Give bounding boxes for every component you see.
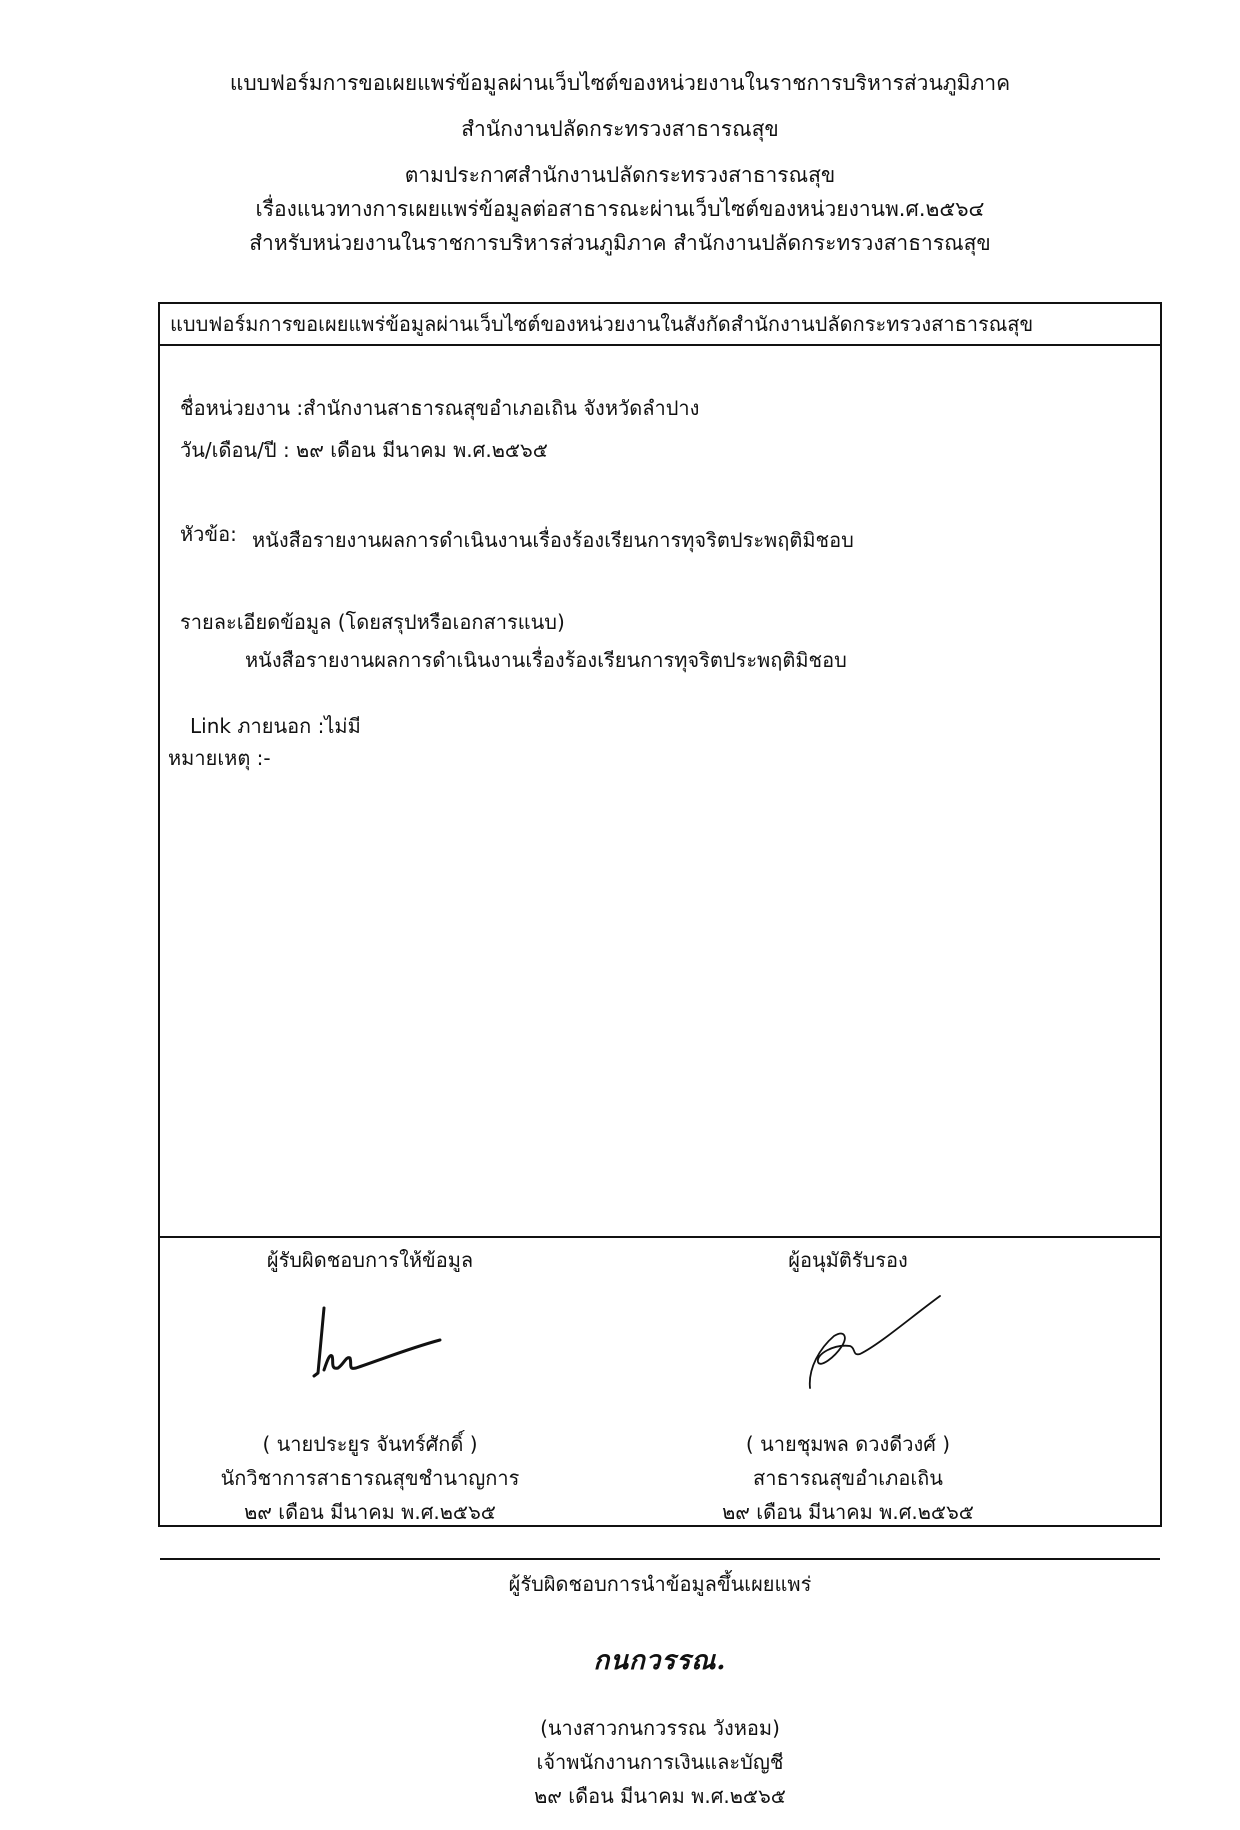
detail-value: หนังสือรายงานผลการดำเนินงานเรื่องร้องเรียนการทุจริตประพฤติมิชอบ xyxy=(245,648,847,672)
approver-role: ผู้อนุมัติรับรอง xyxy=(788,1248,908,1272)
header-line-5: สำหรับหน่วยงานในราชการบริหารส่วนภูมิภาค สำนักงานปลัดกระทรวงสาธารณสุข xyxy=(249,231,991,255)
form-body xyxy=(160,346,1160,1238)
provider-name: ( นายประยูร จันทร์ศักดิ์ ) xyxy=(262,1432,478,1456)
publication-form xyxy=(158,302,1162,1808)
publisher-position: เจ้าพนักงานการเงินและบัญชี xyxy=(536,1750,784,1774)
provider-signature-block xyxy=(160,1238,660,1558)
provider-signature-icon xyxy=(300,1298,450,1398)
approver-name: ( นายชุมพล ดวงดีวงศ์ ) xyxy=(745,1432,951,1456)
publisher-date: ๒๙ เดือน มีนาคม พ.ศ.๒๕๖๕ xyxy=(534,1784,786,1808)
publisher-section xyxy=(160,1560,1160,1830)
provider-role: ผู้รับผิดชอบการให้ข้อมูล xyxy=(266,1248,474,1272)
header-line-2: สำนักงานปลัดกระทรวงสาธารณสุข xyxy=(461,117,779,141)
document-header xyxy=(0,66,1240,260)
form-date: วัน/เดือน/ปี : ๒๙ เดือน มีนาคม พ.ศ.๒๕๖๕ xyxy=(180,438,548,462)
topic-label: หัวข้อ: xyxy=(180,522,237,546)
header-line-4: เรื่องแนวทางการเผยแพร่ข้อมูลต่อสาธารณะผ่านเว็บไซต์ของหน่วยงานพ.ศ.๒๕๖๔ xyxy=(255,197,985,221)
topic-value: หนังสือรายงานผลการดำเนินงานเรื่องร้องเรียนการทุจริตประพฤติมิชอบ xyxy=(252,528,854,552)
form-title: แบบฟอร์มการขอเผยแพร่ข้อมูลผ่านเว็บไซต์ของหน่วยงานในสังกัดสำนักงานปลัดกระทรวงสาธารณสุข xyxy=(160,304,1160,346)
agency-name: ชื่อหน่วยงาน :สำนักงานสาธารณสุขอำเภอเถิน จังหวัดลำปาง xyxy=(180,396,700,420)
publisher-role: ผู้รับผิดชอบการนำข้อมูลขึ้นเผยแพร่ xyxy=(508,1572,812,1596)
external-link: Link ภายนอก :ไม่มี xyxy=(190,714,361,738)
publisher-signature-icon: กนกวรรณ. xyxy=(593,1646,727,1676)
provider-date: ๒๙ เดือน มีนาคม พ.ศ.๒๕๖๕ xyxy=(244,1500,496,1524)
publisher-name: (นางสาวกนกวรรณ วังหอม) xyxy=(540,1716,780,1740)
provider-position: นักวิชาการสาธารณสุขชำนาญการ xyxy=(220,1466,520,1490)
header-line-1: แบบฟอร์มการขอเผยแพร่ข้อมูลผ่านเว็บไซต์ของหน่วยงานในราชการบริหารส่วนภูมิภาค xyxy=(229,71,1011,95)
approver-date: ๒๙ เดือน มีนาคม พ.ศ.๒๕๖๕ xyxy=(722,1500,974,1524)
detail-label: รายละเอียดข้อมูล (โดยสรุปหรือเอกสารแนบ) xyxy=(180,610,565,634)
remark: หมายเหตุ :- xyxy=(168,746,271,770)
header-line-3: ตามประกาศสำนักงานปลัดกระทรวงสาธารณสุข xyxy=(404,163,836,187)
approver-signature-icon xyxy=(790,1288,950,1398)
signature-section xyxy=(160,1238,1160,1560)
approver-position: สาธารณสุขอำเภอเถิน xyxy=(753,1466,943,1490)
approver-signature-block xyxy=(660,1238,1160,1558)
